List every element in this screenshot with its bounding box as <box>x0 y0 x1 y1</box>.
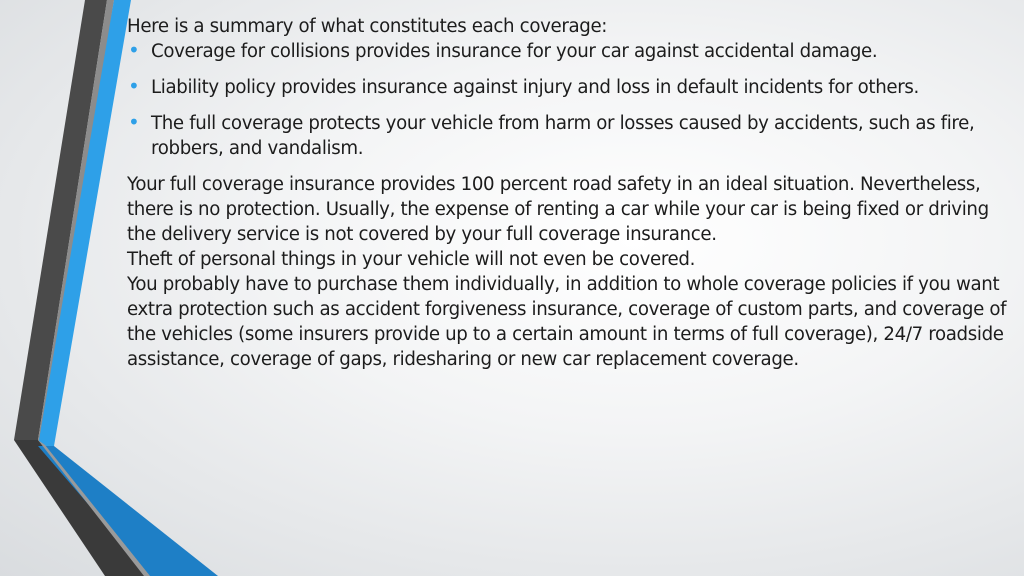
paragraph-extra-protection: You probably have to purchase them individually, in addition to whole coverage policies if you want extra protection such as accident forgiveness insurance, coverage of custom parts, and coverage of the vehicles (some insurers provide up to a certain amount in terms of full coverage), 24/7 roadside assistance, coverage of gaps, ridesharing or new car replacement coverage. <box>127 274 1007 370</box>
bullet-text: The full coverage protects your vehicle from harm or losses caused by accidents, such as fire, robbers, and vandalism. <box>151 113 975 159</box>
bullet-text: Liability policy provides insurance against injury and loss in default incidents for others. <box>151 77 919 98</box>
bullet-item <box>127 111 1019 161</box>
bullet-dot-icon: • <box>128 110 140 134</box>
slide-content <box>127 14 1019 372</box>
bullet-text: Coverage for collisions provides insurance for your car against accidental damage. <box>151 41 878 62</box>
bullet-item <box>127 39 1019 64</box>
bullet-item <box>127 75 1019 100</box>
paragraph-full-coverage: Your full coverage insurance provides 100 percent road safety in an ideal situation. Nevertheless, there is no protection. Usually, the expense of renting a car while your car is being fixed or driving the delivery service is not covered by your full coverage insurance. <box>127 174 989 245</box>
coverage-bullet-list <box>127 39 1019 161</box>
bullet-dot-icon: • <box>128 38 140 62</box>
intro-text: Here is a summary of what constitutes each coverage: <box>127 16 608 37</box>
bullet-dot-icon: • <box>128 74 140 98</box>
paragraph-theft: Theft of personal things in your vehicle will not even be covered. <box>127 249 696 270</box>
